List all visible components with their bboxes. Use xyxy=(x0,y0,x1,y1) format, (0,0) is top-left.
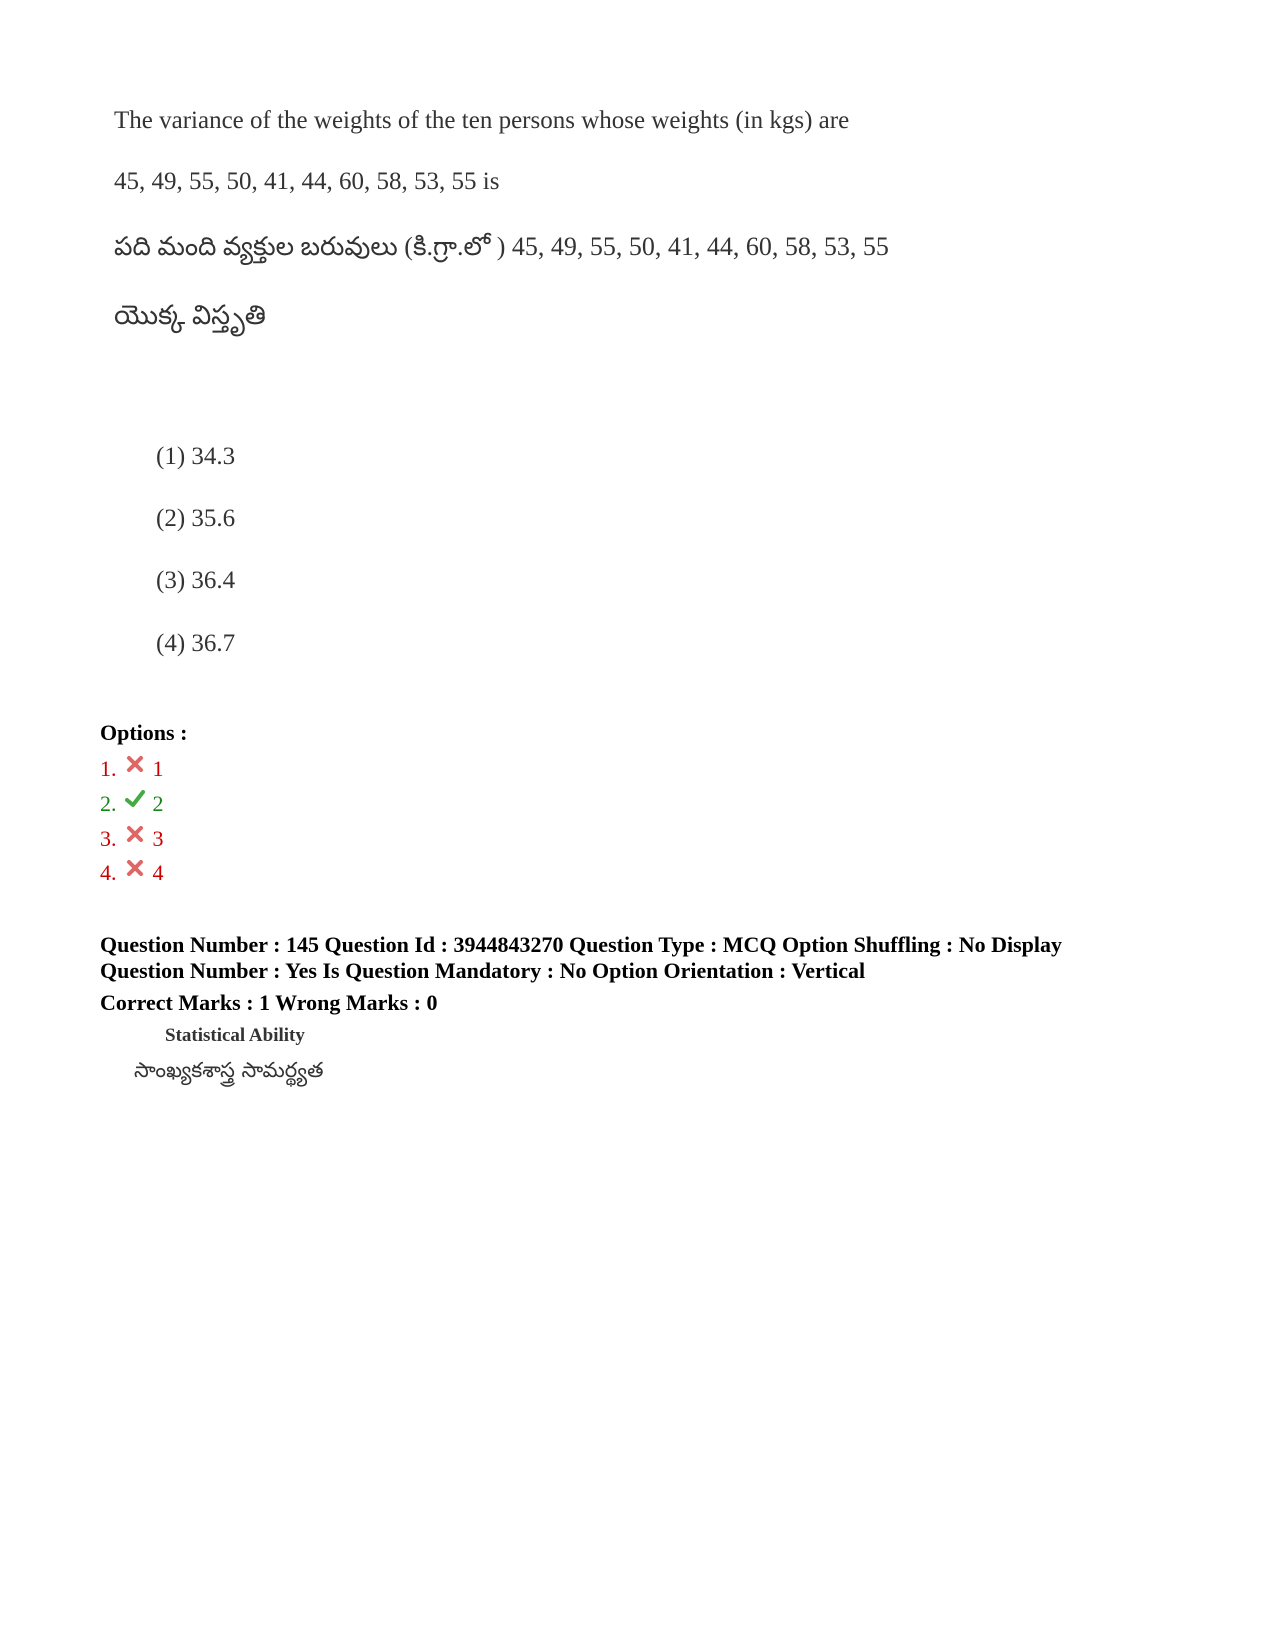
question-choice-4: (4) 36.7 xyxy=(156,630,236,657)
option-value: 2 xyxy=(152,791,164,816)
cross-icon xyxy=(125,858,145,878)
option-number: 1. xyxy=(100,756,117,781)
option-row-2 xyxy=(100,791,164,817)
option-number: 2. xyxy=(100,791,117,816)
question-choice-2: (2) 35.6 xyxy=(156,505,236,532)
options-heading: Options : xyxy=(100,720,188,745)
option-number: 3. xyxy=(100,826,117,851)
question-text-telugu-line-1: పది మంది వ్యక్తుల బరువులు (కి.గ్రా.లో ) 45, 49, 55, 50, 41, 44, 60, 58, 53, 55 xyxy=(114,232,889,261)
option-value: 1 xyxy=(152,756,164,781)
question-text-english-line-1: The variance of the weights of the ten persons whose weights (in kgs) are xyxy=(114,107,850,134)
option-row-1 xyxy=(100,756,164,782)
marks-line: Correct Marks : 1 Wrong Marks : 0 xyxy=(100,990,438,1015)
option-value: 4 xyxy=(152,860,164,885)
question-choice-1: (1) 34.3 xyxy=(156,443,236,470)
cross-icon xyxy=(125,754,145,774)
subject-english: Statistical Ability xyxy=(165,1025,305,1046)
question-meta-line-2: Question Number : Yes Is Question Mandatory : No Option Orientation : Vertical xyxy=(100,958,866,983)
question-text-telugu-line-2: యొక్క విస్తృతి xyxy=(114,300,266,330)
option-value: 3 xyxy=(152,826,164,851)
question-meta-line-1: Question Number : 145 Question Id : 3944843270 Question Type : MCQ Option Shuffling : No Display xyxy=(100,932,1063,957)
option-row-3 xyxy=(100,826,164,852)
option-number: 4. xyxy=(100,860,117,885)
cross-icon xyxy=(125,824,145,844)
subject-telugu: సాంఖ్యకశాస్త్ర సామర్థ్యత xyxy=(134,1058,324,1082)
question-choice-3: (3) 36.4 xyxy=(156,567,236,594)
question-text-english-line-2: 45, 49, 55, 50, 41, 44, 60, 58, 53, 55 is xyxy=(114,168,500,195)
option-row-4 xyxy=(100,860,164,886)
check-icon xyxy=(125,789,145,809)
